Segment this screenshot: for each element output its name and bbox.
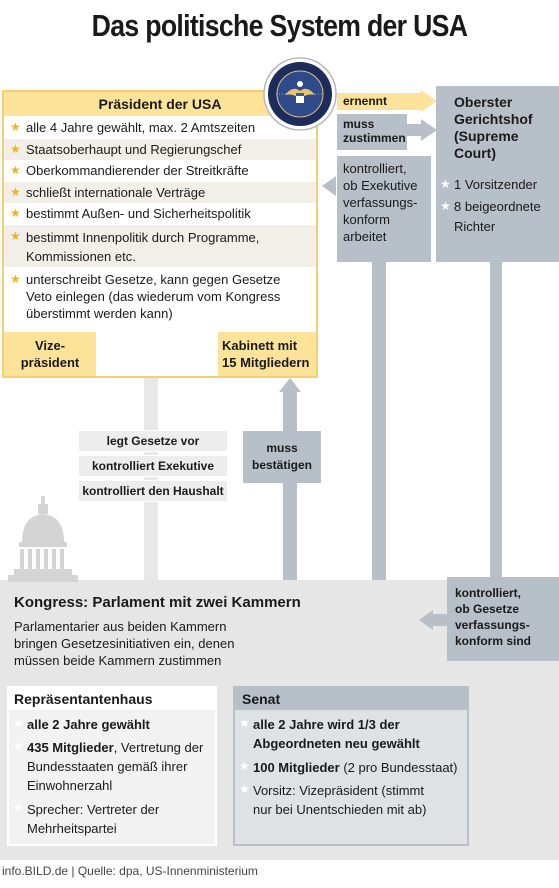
president-item: ★ schließt internationale Verträge (4, 182, 316, 203)
supreme-court-box (436, 86, 559, 262)
president-item: ★ Oberkommandierender der Streitkräfte (10, 163, 249, 178)
house-heading: Repräsentantenhaus (9, 688, 215, 710)
president-item: ★ bestimmt Innenpolitik durch Programme, Kommissionen etc. (4, 225, 316, 267)
must-approve-label: muss zustimmen (337, 114, 407, 150)
star-icon: ★ (239, 782, 250, 796)
must-confirm-label: muss bestätigen (243, 431, 321, 483)
court-item: ★ 8 beigeordnete Richter (440, 199, 541, 234)
star-icon: ★ (10, 229, 21, 243)
senate-box (233, 686, 469, 846)
controls-laws-connector (433, 614, 447, 626)
senate-to-cabinet-arrow (279, 378, 301, 392)
star-icon: ★ (440, 199, 451, 213)
must-approve-connector (407, 124, 421, 136)
president-item: ★ bestimmt Außen- und Sicherheitspolitik (10, 206, 251, 221)
house-item: ★ alle 2 Jahre gewählt (13, 716, 150, 732)
controls-executive-label: kontrolliert, ob Exekutive verfassungs- konform arbeitet (337, 156, 431, 262)
president-item: ★ unterschreibt Gesetze, kann gegen Gesetze Veto einlegen (das wiederum vom Kongress überstimmt werden kann) (10, 272, 281, 321)
star-icon: ★ (10, 185, 21, 199)
congress-role-pill: legt Gesetze vor (78, 430, 228, 452)
congress-heading: Kongress: Parlament mit zwei Kammern (14, 594, 301, 611)
capitol-icon (8, 496, 78, 582)
supreme-court-heading: Oberster Gerichtshof (Supreme Court) (454, 94, 533, 161)
senate-item: ★ Vorsitz: Vizepräsident (stimmt nur bei Unentschieden mit ab) (239, 782, 427, 817)
star-icon: ★ (239, 716, 250, 730)
appoints-arrow (421, 90, 437, 112)
source-footer: info.BILD.de | Quelle: dpa, US-Innenministerium (2, 864, 258, 878)
senate-item: ★ alle 2 Jahre wird 1/3 der Abgeordneten neu gewählt (239, 716, 420, 751)
appoints-label: ernennt (337, 93, 421, 110)
president-foot-gap (96, 332, 218, 376)
congress-role-pill: kontrolliert den Haushalt (78, 480, 228, 502)
senate-item: ★ 100 Mitglieder (2 pro Bundesstaat) (239, 759, 458, 775)
vice-president: Vize- präsident (4, 332, 96, 376)
star-icon: ★ (13, 801, 24, 815)
president-item: ★ alle 4 Jahre gewählt, max. 2 Amtszeiten (10, 120, 256, 135)
star-icon: ★ (10, 142, 21, 156)
cabinet: Kabinett mit 15 Mitgliedern (218, 332, 316, 376)
star-icon: ★ (10, 120, 21, 134)
house-item: ★ 435 Mitglieder, Vertretung der Bundesstaaten gemäß ihrer Einwohnerzahl (13, 739, 204, 793)
star-icon: ★ (13, 739, 24, 753)
page-title: Das politische System der USA (91, 8, 468, 43)
star-icon: ★ (440, 177, 451, 191)
house-box (7, 686, 217, 846)
star-icon: ★ (10, 163, 21, 177)
star-icon: ★ (10, 272, 21, 286)
star-icon: ★ (239, 759, 250, 773)
controls-laws-arrow (419, 610, 433, 630)
star-icon: ★ (10, 206, 21, 220)
president-box (2, 90, 318, 378)
presidential-seal-icon (263, 57, 337, 131)
court-item: ★ 1 Vorsitzender (440, 177, 538, 192)
senate-heading: Senat (235, 688, 467, 710)
president-item: ★ Staatsoberhaupt und Regierungschef (4, 139, 316, 160)
must-approve-arrow (421, 119, 437, 141)
star-icon: ★ (13, 716, 24, 730)
president-heading: Präsident der USA (4, 92, 316, 116)
congress-role-pill: kontrolliert Exekutive (78, 455, 228, 477)
controls-executive-arrow (322, 176, 336, 196)
house-item: ★ Sprecher: Vertreter der Mehrheitspartei (13, 801, 160, 836)
controls-laws-label: kontrolliert, ob Gesetze verfassungs- konform sind (447, 577, 559, 661)
congress-description: Parlamentarier aus beiden Kammern bringen Gesetzesinitiativen ein, denen müssen beide Kammern zustimmen (14, 619, 235, 668)
